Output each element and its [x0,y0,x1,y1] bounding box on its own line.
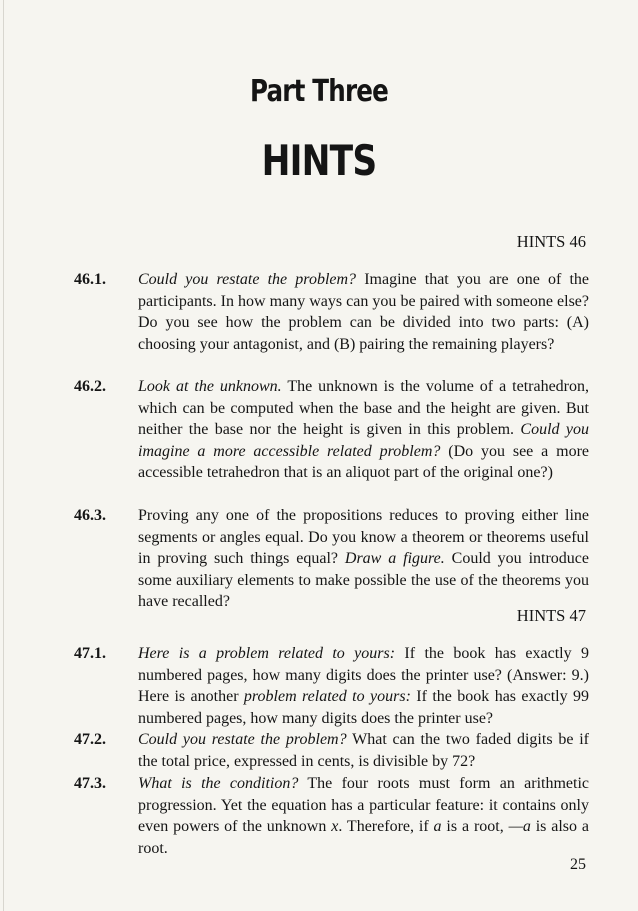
hint-body: What can the two faded digits be if the total price, expressed in cents, is divisible by 72? [138,731,589,770]
hint-lead: Look at the unknown. [138,378,282,395]
section-heading-hints-47: HINTS 47 [516,606,586,625]
hint-body: If the book has exactly 9 numbered pages, how many digits does the printer use? (Answer: 9.) Here is another [138,645,589,705]
hint-lead-secondary: Could you imagine a more accessible related problem? [138,421,589,460]
part-title: Part Three [249,74,389,109]
hint-number: 47.1. [74,645,106,662]
hint-body-pre: Proving any one of the propositions reduces to proving either line segments or angles equal. Do you know a theorem or theorems useful in proving such things equal? [138,507,589,567]
section-heading-hints-46: HINTS 46 [516,232,586,251]
hint-body: Could you introduce some auxiliary elements to make possible the use of the theorems you have recalled? [138,550,589,610]
hint-text [122,376,589,484]
hint-number: 46.3. [74,507,106,524]
hint-body-secondary: If the book has exactly 99 numbered pages, how many digits does the printer use? [138,688,589,727]
hint-number: 46.1. [74,271,106,288]
main-title: HINTS [261,136,377,185]
page-edge-line [3,0,4,911]
hint-entry-47-1 [74,643,589,729]
hint-lead: Could you restate the problem? [138,731,347,748]
hint-number: 47.3. [74,775,106,792]
math-variable-x: x [331,818,339,835]
hint-body: The four roots must form an arithmetic progression. Yet the equation has a particular feature: it contains only even powers of the unknown [138,775,589,835]
hint-body-secondary: (Do you see a more accessible tetrahedron that is an aliquot part of the original one?) [138,442,589,481]
hint-lead: Draw a figure. [344,550,445,567]
hint-body-2: . Therefore, if [338,818,434,835]
hint-text [122,643,589,729]
hint-entry-47-2 [74,729,589,772]
hint-number: 46.2. [74,378,106,395]
hint-entry-47-3 [74,773,589,859]
hint-entry-46-3 [74,505,589,613]
hint-body: Imagine that you are one of the participants. In how many ways can you be paired with someone else? Do you see how the problem can be divided into two parts: (A) choosing your antagonist, and (B) pairing the remaining players? [138,271,590,353]
hint-lead: What is the condition? [138,775,299,792]
hint-entry-46-1 [74,269,589,355]
hint-lead: Here is a problem related to yours: [138,645,396,662]
hint-lead: Could you restate the problem? [138,271,357,288]
hint-number: 47.2. [74,731,106,748]
hint-text [122,773,589,859]
hint-text [122,729,589,772]
hint-entry-46-2 [74,376,589,484]
page-number: 25 [570,856,586,873]
math-variable-neg-a: —a [508,818,531,835]
hint-text [122,505,589,613]
hint-body-3: is a root, [441,818,509,835]
hint-body-4: is also a root. [138,818,590,857]
math-variable-a: a [433,818,442,835]
hint-text [122,269,589,355]
hint-body: The unknown is the volume of a tetrahedron, which can be computed when the base and the height are given. But neither the base nor the height is given in this problem. [138,378,589,438]
hint-lead-secondary: problem related to yours: [243,688,411,705]
